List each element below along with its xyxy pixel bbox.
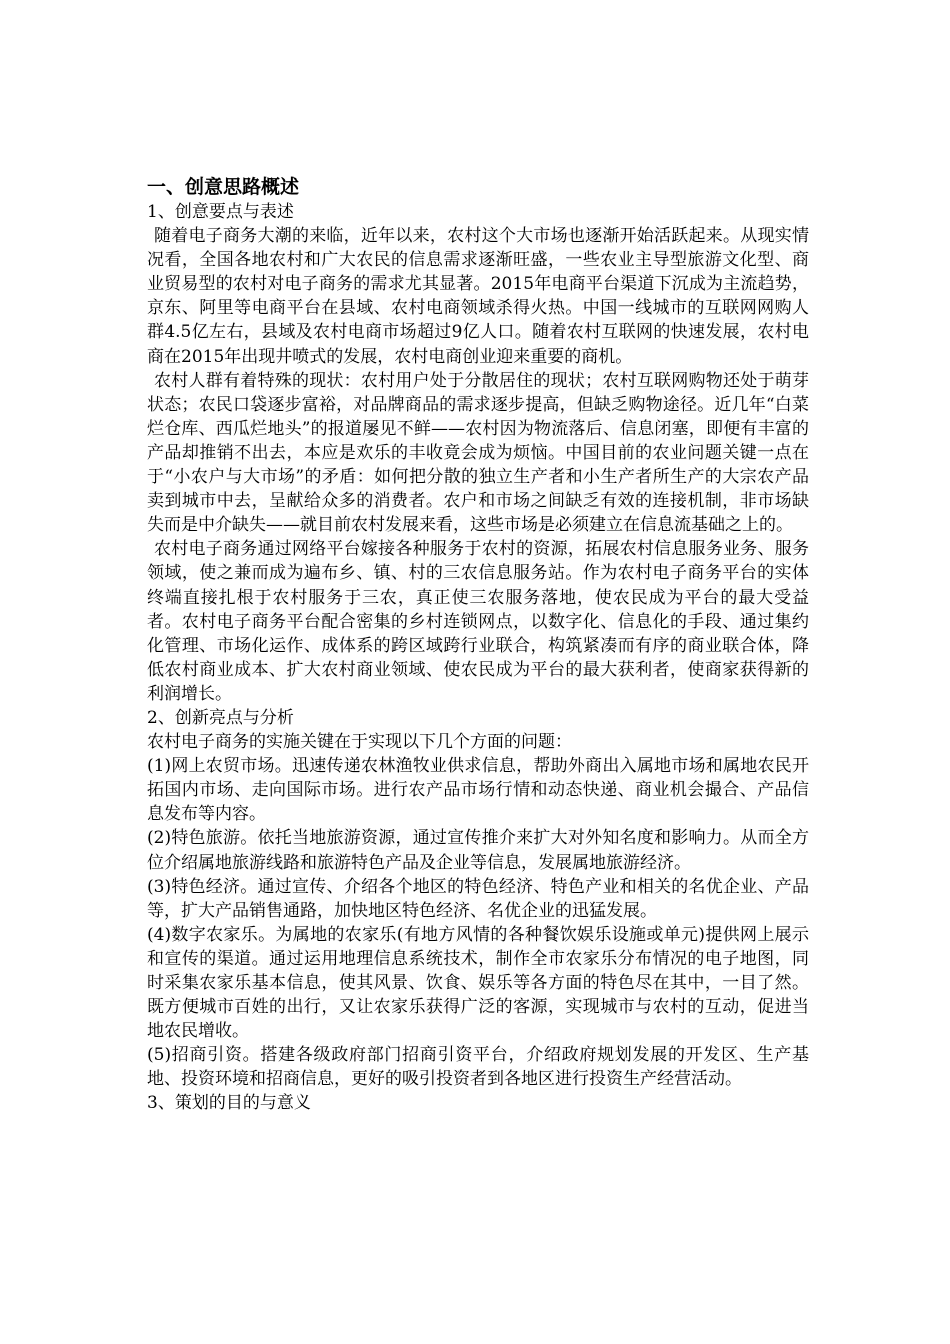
paragraph-2: 农村人群有着特殊的现状：农村用户处于分散居住的现状；农村互联网购物还处于萌芽状态；农民口袋逐步富裕，对品牌商品的需求逐步提高，但缺乏购物途径。近几年“白菜烂仓库、西瓜烂地头”的报道屡见不鲜——农村因为物流落后、信息闭塞，即便有丰富的产品却推销不出去，本应是欢乐的丰收竟会成为烦恼。中国目前的农业问题关键一点在于“小农户与大市场”的矛盾：如何把分散的独立生产者和小生产者所生产的大宗农产品卖到城市中去，呈献给众多的消费者。农户和市场之间缺乏有效的连接机制，非市场缺失而是中介缺失——就目前农村发展来看，这些市场是必须建立在信息流基础之上的。 bbox=[147, 370, 809, 536]
list-item-2: (2)特色旅游。依托当地旅游资源，通过宣传推介来扩大对外知名度和影响力。从而全方位介绍属地旅游线路和旅游特色产品及企业等信息，发展属地旅游经济。 bbox=[147, 828, 809, 873]
paragraph-4: 农村电子商务的实施关键在于实现以下几个方面的问题： bbox=[147, 732, 572, 753]
document-body bbox=[147, 174, 809, 1116]
list-item-3: (3)特色经济。通过宣传、介绍各个地区的特色经济、特色产业和相关的名优企业、产品等，扩大产品销售通路，加快地区特色经济、名优企业的迅猛发展。 bbox=[147, 876, 809, 921]
paragraph-3: 农村电子商务通过网络平台嫁接各种服务于农村的资源，拓展农村信息服务业务、服务领域，使之兼而成为遍布乡、镇、村的三农信息服务站。作为农村电子商务平台的实体终端直接扎根于农村服务于三农，真正使三农服务落地，使农民成为平台的最大受益者。农村电子商务平台配合密集的乡村连锁网点，以数字化、信息化的手段、通过集约化管理、市场化运作、成体系的跨区域跨行业联合，构筑紧凑而有序的商业联合体，降低农村商业成本、扩大农村商业领域、使农民成为平台的最大获利者，使商家获得新的利润增长。 bbox=[147, 539, 809, 704]
list-item-4: (4)数字农家乐。为属地的农家乐(有地方风情的各种餐饮娱乐设施或单元)提供网上展示和宣传的渠道。通过运用地理信息系统技术，制作全市农家乐分布情况的电子地图，同时采集农家乐基本信息，使其风景、饮食、娱乐等各方面的特色尽在其中，一目了然。既方便城市百姓的出行，又让农家乐获得广泛的客源，实现城市与农村的互动，促进当地农民增收。 bbox=[147, 924, 809, 1042]
section-title: 一、创意思路概述 bbox=[147, 176, 300, 198]
subsection-title-1: 1、创意要点与表述 bbox=[147, 202, 294, 222]
list-item-1: (1)网上农贸市场。迅速传递农林渔牧业供求信息，帮助外商出入属地市场和属地农民开拓国内市场、走向国际市场。进行农产品市场行情和动态快递、商业机会撮合、产品信息发布等内容。 bbox=[147, 756, 809, 825]
subsection-title-2: 2、创新亮点与分析 bbox=[147, 707, 294, 728]
subsection-title-3: 3、策划的目的与意义 bbox=[147, 1093, 311, 1114]
list-item-5: (5)招商引资。搭建各级政府部门招商引资平台，介绍政府规划发展的开发区、生产基地、投资环境和招商信息，更好的吸引投资者到各地区进行投资生产经营活动。 bbox=[147, 1045, 809, 1090]
paragraph-1: 随着电子商务大潮的来临，近年以来，农村这个大市场也逐渐开始活跃起来。从现实情况看，全国各地农村和广大农民的信息需求逐渐旺盛，一些农业主导型旅游文化型、商业贸易型的农村对电子商务的需求尤其显著。2015年电商平台渠道下沉成为主流趋势，京东、阿里等电商平台在县域、农村电商领域杀得火热。中国一线城市的互联网网购人群4.5亿左右，县域及农村电商市场超过9亿人口。随着农村互联网的快速发展，农村电商在2015年出现井喷式的发展，农村电商创业迎来重要的商机。 bbox=[147, 226, 809, 367]
